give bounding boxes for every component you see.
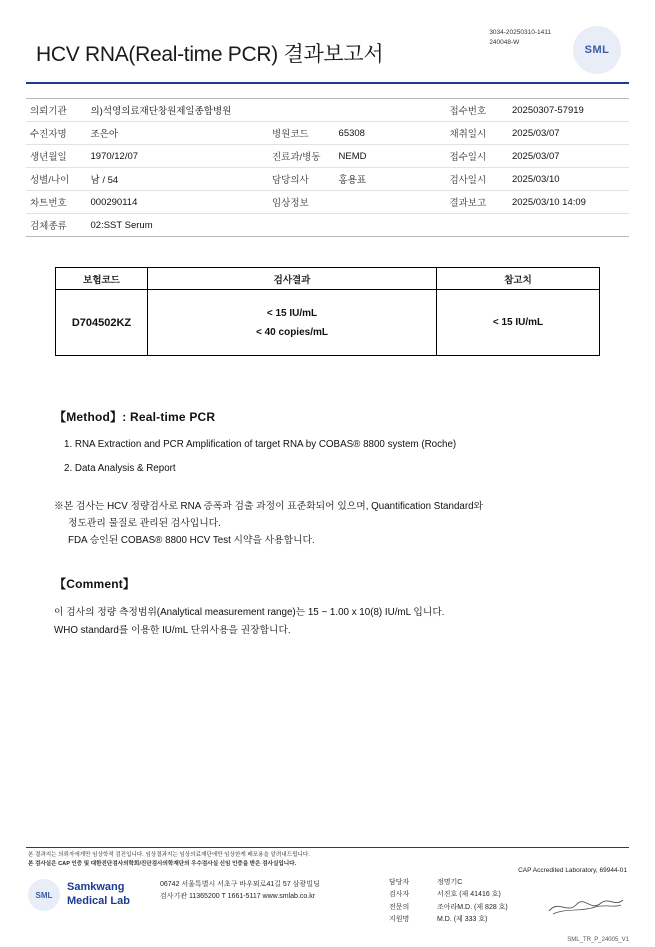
brand-name bbox=[67, 881, 130, 909]
comment-title: 【Comment】 bbox=[54, 577, 136, 592]
page-title: HCV RNA(Real-time PCR) 결과보고서 bbox=[36, 43, 384, 66]
info-label: 채취일시 bbox=[445, 122, 508, 145]
report-page bbox=[0, 22, 655, 947]
info-value: 2025/03/10 14:09 bbox=[508, 191, 629, 214]
table-row bbox=[26, 168, 629, 191]
signature-value: 서진호 (제 41416 호) bbox=[437, 891, 501, 899]
info-label: 담당의사 bbox=[268, 168, 335, 191]
info-value: 2025/03/07 bbox=[508, 122, 629, 145]
info-label: 검체종류 bbox=[26, 214, 87, 237]
signature-key: 검사자 bbox=[389, 891, 410, 899]
header-code-1: 3034-20250310-1411 bbox=[489, 29, 551, 36]
column-header-reference: 참고치 bbox=[437, 268, 600, 290]
column-header-result: 검사결과 bbox=[148, 268, 437, 290]
info-value: 65308 bbox=[335, 122, 446, 145]
method-title: 【Method】: Real-time PCR bbox=[54, 410, 216, 424]
info-value bbox=[335, 214, 446, 237]
method-item: 1. RNA Extraction and PCR Amplification of target RNA by COBAS® 8800 system (Roche) bbox=[64, 439, 457, 450]
signature-row bbox=[389, 877, 629, 889]
disclaimer-line-1: 본 결과지는 의뢰자에게만 임상학적 검진입니다. 임상결과지는 임상의료재단에만 임상한게 배포용을 알려내드립니다. bbox=[28, 852, 310, 858]
comment-line: 이 검사의 정량 측정범위(Analytical measurement range)는 15 ~ 1.00 x 10(8) IU/mL 입니다. bbox=[54, 607, 445, 619]
sml-footer-logo-text: SML bbox=[35, 890, 53, 900]
footer-disclaimer bbox=[28, 851, 310, 868]
info-label bbox=[268, 99, 335, 122]
result-code: D704502KZ bbox=[56, 290, 148, 356]
signature-value: M.D. (제 333 호) bbox=[437, 915, 488, 923]
table-row bbox=[56, 290, 600, 356]
address-line-1: 06742 서울특별시 서초구 바우뫼로41길 57 삼광빌딩 bbox=[160, 881, 320, 888]
info-label: 의뢰기관 bbox=[26, 99, 87, 122]
info-label: 성별/나이 bbox=[26, 168, 87, 191]
info-label: 결과보고 bbox=[445, 191, 508, 214]
info-label: 접수일시 bbox=[445, 145, 508, 168]
info-label bbox=[268, 214, 335, 237]
info-label: 차트번호 bbox=[26, 191, 87, 214]
column-header-code: 보험코드 bbox=[56, 268, 148, 290]
result-table bbox=[55, 267, 600, 356]
method-note-line: 정도관리 물질로 관리된 검사입니다. bbox=[68, 518, 221, 530]
result-reference: < 15 IU/mL bbox=[437, 290, 600, 356]
sml-logo-icon bbox=[573, 26, 625, 78]
footer-address bbox=[160, 879, 320, 903]
result-value-line-1: < 15 IU/mL bbox=[266, 307, 318, 319]
info-value: 의)석영의료재단창원제일종합병원 bbox=[87, 99, 269, 122]
sml-footer-logo-icon bbox=[28, 879, 60, 911]
info-label: 진료과/병동 bbox=[268, 145, 335, 168]
info-value: 000290114 bbox=[87, 191, 269, 214]
header-code-2: 240048-W bbox=[489, 38, 520, 46]
table-header-row bbox=[56, 268, 600, 290]
sml-logo-text: SML bbox=[584, 44, 610, 56]
brand-line-2: Medical Lab bbox=[67, 895, 130, 907]
address-line-2: 검사기관 11365200 T 1661-5117 www.smlab.co.kr bbox=[160, 892, 316, 900]
table-row bbox=[26, 191, 629, 214]
info-value: 1970/12/07 bbox=[87, 145, 269, 168]
info-label: 임상정보 bbox=[268, 191, 335, 214]
method-notes bbox=[54, 498, 629, 549]
method-note-line: FDA 승인된 COBAS® 8800 HCV Test 시약을 사용합니다. bbox=[68, 535, 315, 547]
info-value bbox=[508, 214, 629, 237]
info-label bbox=[445, 214, 508, 237]
info-value bbox=[335, 99, 446, 122]
table-row bbox=[26, 122, 629, 145]
info-value bbox=[335, 191, 446, 214]
report-body bbox=[26, 408, 629, 640]
table-row bbox=[26, 214, 629, 237]
signature-key: 담당자 bbox=[389, 879, 410, 886]
patient-info-table bbox=[26, 98, 629, 237]
result-value-line-2: < 40 copies/mL bbox=[256, 326, 328, 338]
method-note-line: ※본 검사는 HCV 정량검사로 RNA 증폭과 검출 과정이 표준화되어 있으며, Quantification Standard와 bbox=[54, 501, 484, 512]
report-footer bbox=[0, 847, 655, 947]
comment-line: WHO standard를 이용한 IU/mL 단위사용을 권장합니다. bbox=[54, 625, 291, 637]
info-label: 접수번호 bbox=[445, 99, 508, 122]
info-value: 2025/03/07 bbox=[508, 145, 629, 168]
cap-accreditation-text: CAP Accredited Laboratory, 69944-01 bbox=[518, 867, 627, 874]
info-value: 조은아 bbox=[87, 122, 269, 145]
method-item: 2. Data Analysis & Report bbox=[64, 463, 176, 474]
brand-line-1: Samkwang bbox=[67, 881, 125, 894]
info-label: 생년월일 bbox=[26, 145, 87, 168]
info-value: 02:SST Serum bbox=[87, 214, 269, 237]
handwritten-signature-icon bbox=[547, 895, 625, 917]
document-id: SML_TR_P_24005_V1 bbox=[567, 937, 629, 943]
header-codes bbox=[489, 28, 551, 48]
footer-brand bbox=[28, 879, 130, 911]
report-header bbox=[26, 22, 629, 84]
info-value: 20250307-57919 bbox=[508, 99, 629, 122]
info-value: 2025/03/10 bbox=[508, 168, 629, 191]
signature-value: 정명기C bbox=[437, 879, 463, 886]
signature-key: 지원명 bbox=[389, 915, 410, 923]
info-value: NEMD bbox=[335, 145, 446, 168]
result-value bbox=[148, 290, 437, 356]
table-row bbox=[26, 99, 629, 122]
info-label: 병원코드 bbox=[268, 122, 335, 145]
disclaimer-line-2: 본 검사실은 CAP 인증 및 대한진단검사의학회/진단검사의학재단의 우수검사실 신임 인증을 받은 검사실입니다. bbox=[28, 860, 297, 867]
signature-key: 전문의 bbox=[389, 903, 410, 911]
table-row bbox=[26, 145, 629, 168]
signature-value: 조아라M.D. (제 828 호) bbox=[437, 903, 508, 911]
info-value: 홍용표 bbox=[335, 168, 446, 191]
info-label: 검사일시 bbox=[445, 168, 508, 191]
info-label: 수진자명 bbox=[26, 122, 87, 145]
footer-divider bbox=[26, 847, 629, 848]
info-value: 남 / 54 bbox=[87, 168, 269, 191]
